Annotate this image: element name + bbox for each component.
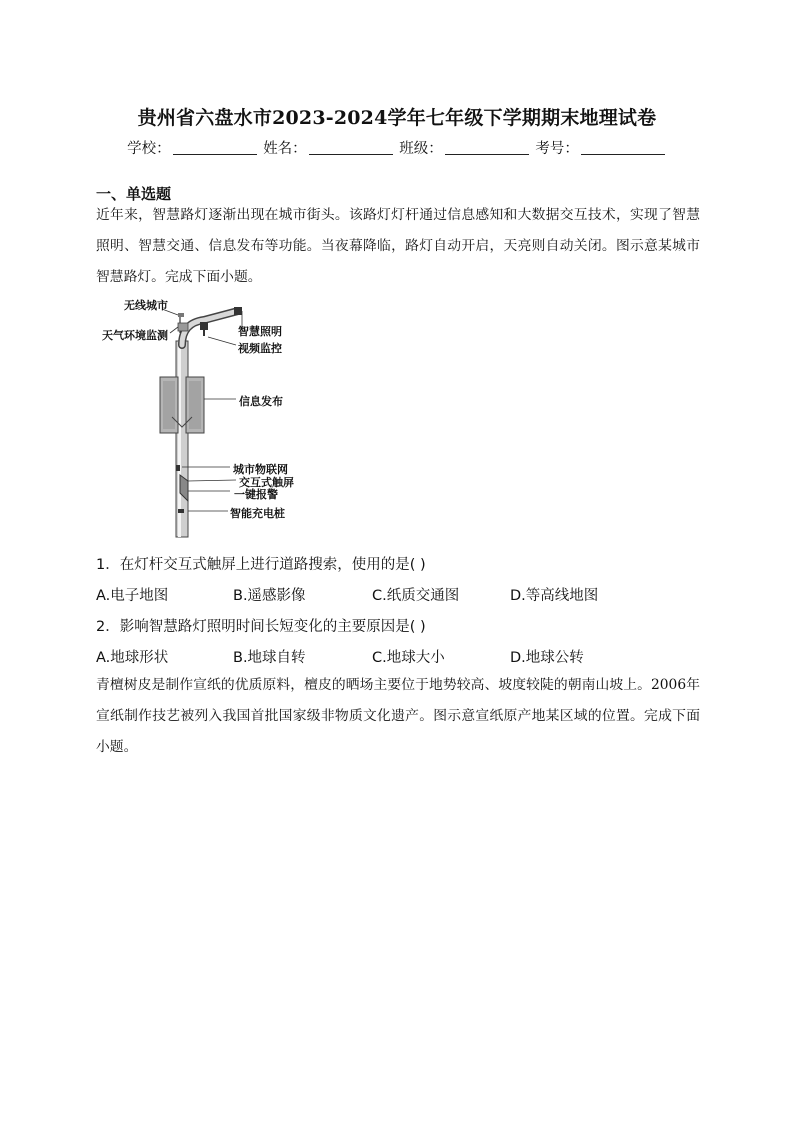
section-heading: 一、单选题 <box>96 185 172 203</box>
passage-smart-streetlight: 近年来，智慧路灯逐渐出现在城市街头。该路灯灯杆通过信息感知和大数据交互技术，实现了智慧照明、智慧交通、信息发布等功能。当夜幕降临，路灯自动开启，天亮则自动关闭。图示意某城市智慧路灯。完成下面小题。 <box>96 207 700 285</box>
question-1-stem: 1．在灯杆交互式触屏上进行道路搜索，使用的是( ) <box>96 557 426 573</box>
class-blank[interactable] <box>445 140 529 155</box>
class-label: 班级： <box>399 141 443 157</box>
number-blank[interactable] <box>581 140 665 155</box>
smart-streetlight-figure <box>96 293 306 541</box>
option-b[interactable]: B.地球自转 <box>233 650 306 666</box>
option-c[interactable]: C.地球大小 <box>372 650 445 666</box>
student-info-line <box>0 137 794 158</box>
label-wireless-city: 无线城市 <box>124 299 168 312</box>
option-d[interactable]: D.地球公转 <box>510 650 584 666</box>
number-label: 考号： <box>535 141 579 157</box>
name-label: 姓名： <box>263 141 307 157</box>
passage-xuan-paper: 青檀树皮是制作宣纸的优质原料，檀皮的晒场主要位于地势较高、坡度较陡的朝南山坡上。2006年宣纸制作技艺被列入我国首批国家级非物质文化遗产。图示意宣纸原产地某区域的位置。完成下面小题。 <box>96 677 700 755</box>
option-a[interactable]: A.地球形状 <box>96 650 169 666</box>
label-iot: 城市物联网 <box>233 463 288 476</box>
option-d[interactable]: D.等高线地图 <box>510 588 599 604</box>
option-b[interactable]: B.遥感影像 <box>233 588 306 604</box>
page-title: 贵州省六盘水市2023-2024学年七年级下学期期末地理试卷 <box>137 107 657 129</box>
label-smart-lighting: 智慧照明 <box>238 325 282 338</box>
school-blank[interactable] <box>173 140 257 155</box>
label-weather-monitor: 天气环境监测 <box>102 329 168 342</box>
label-alarm: 一键报警 <box>234 488 278 501</box>
label-charging: 智能充电桩 <box>230 507 285 520</box>
option-c[interactable]: C.纸质交通图 <box>372 588 460 604</box>
label-info-release: 信息发布 <box>239 395 283 408</box>
question-2-stem: 2．影响智慧路灯照明时间长短变化的主要原因是( ) <box>96 619 426 635</box>
option-a[interactable]: A.电子地图 <box>96 588 169 604</box>
school-label: 学校： <box>127 141 171 157</box>
name-blank[interactable] <box>309 140 393 155</box>
label-video-monitor: 视频监控 <box>238 342 282 355</box>
label-touch-screen: 交互式触屏 <box>239 476 294 489</box>
